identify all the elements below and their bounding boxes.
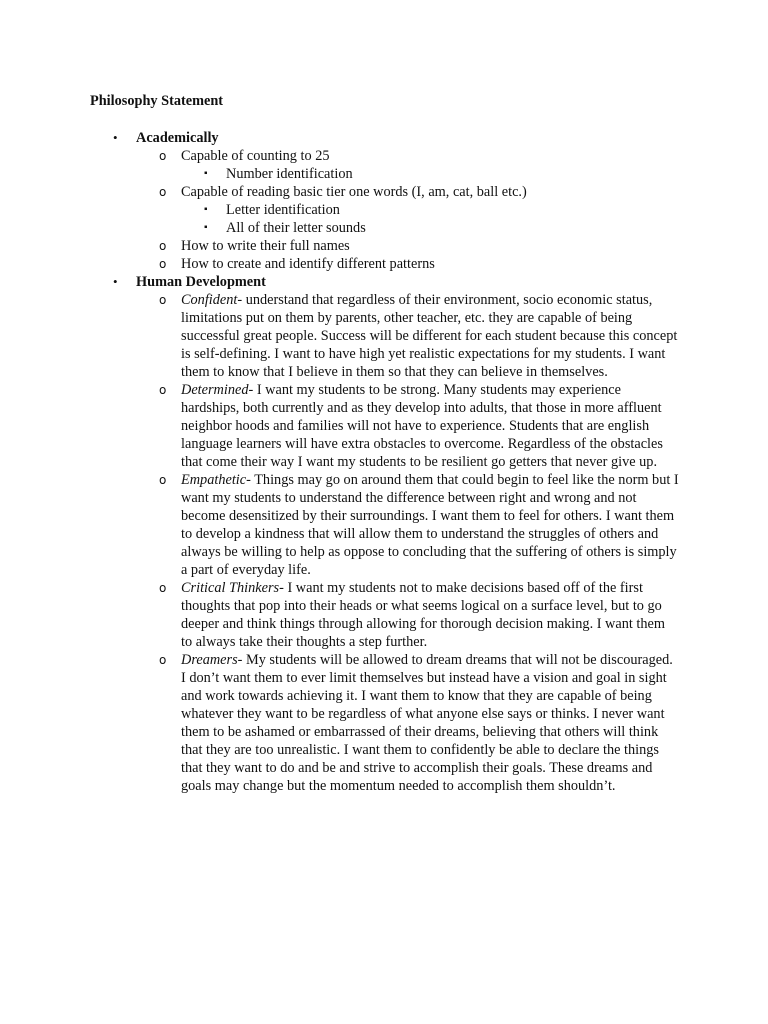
sub-item bbox=[204, 219, 679, 237]
circle-bullet-icon: o bbox=[159, 653, 167, 667]
sub-item bbox=[204, 201, 679, 219]
circle-bullet-icon: o bbox=[159, 293, 167, 307]
list-item bbox=[159, 237, 679, 255]
sub-items bbox=[181, 165, 679, 183]
item-term: Critical Thinkers bbox=[181, 580, 280, 596]
item-term: Determined bbox=[181, 382, 249, 398]
list-item bbox=[159, 381, 679, 471]
circle-bullet-icon: o bbox=[159, 149, 167, 163]
sub-items bbox=[181, 201, 679, 237]
list-item bbox=[159, 291, 679, 381]
list-item bbox=[159, 471, 679, 579]
section-academically bbox=[0, 129, 676, 273]
page-title: Philosophy Statement bbox=[90, 93, 224, 109]
section-heading: Academically bbox=[136, 130, 219, 146]
circle-bullet-icon: o bbox=[159, 383, 167, 397]
item-text: - Things may go on around them that could begin to feel like the norm but I want my students to understand the difference between right and wrong and not become desensitized by their surroundings. I want them to feel for others. I want them to develop a kindness that will allow them to understand the struggles of others and always be willing to help as oppose to concluding that the suffering of others is simply a part of everyday life. bbox=[181, 472, 679, 578]
item-text: Capable of counting to 25 bbox=[181, 148, 330, 164]
list-item bbox=[159, 579, 679, 651]
circle-bullet-icon: o bbox=[159, 581, 167, 595]
square-bullet-icon: ▪ bbox=[204, 168, 208, 179]
development-items bbox=[136, 291, 679, 795]
item-text: - I want my students to be strong. Many students may experience hardships, both currently and as they develop into adults, that those in more affluent neighbor hoods and families will not have to experience. Students that are english language learners will have extra obstacles to overcome. Regardless of the obstacles that come their way I want my students to be resilient go getters that never give up. bbox=[181, 382, 663, 470]
item-text: - I want my students not to make decisions based off of the first thoughts that pop into their heads or what seems logical on a surface level, but to go deeper and think things through allowing for thorough decision making. I want them to always take their thoughts a step further. bbox=[181, 580, 666, 650]
circle-bullet-icon: o bbox=[159, 257, 167, 271]
circle-bullet-icon: o bbox=[159, 185, 167, 199]
item-text: - My students will be allowed to dream dreams that will not be discouraged. I don’t want them to ever limit themselves but instead have a vision and goal in sight and work towards achieving it. I want them to know that they are capable of being whatever they want to be regardless of what anyone else says or thinks. I never want them to be ashamed or embarrassed of their dreams, believing that others will think that they are too unrealistic. I want them to confidently be able to declare the things that they want to do and be and strive to accomplish their goals. These dreams and goals may change but the momentum needed to accomplish them shouldn’t. bbox=[181, 652, 673, 794]
square-bullet-icon: ▪ bbox=[204, 204, 208, 215]
bullet-icon: • bbox=[113, 130, 118, 145]
sub-item-text: Number identification bbox=[226, 166, 353, 182]
item-text: - understand that regardless of their environment, socio economic status, limitations put on them by parents, other teacher, etc. they are capable of being successful great people. Success will be different for each student because this concept is self-defining. I want to have high yet realistic expectations for my students. I want them to know that I believe in them so that they can believe in themselves. bbox=[181, 292, 678, 380]
item-text: Capable of reading basic tier one words (I, am, cat, ball etc.) bbox=[181, 184, 527, 200]
list-item bbox=[159, 147, 679, 183]
item-term: Empathetic bbox=[181, 472, 247, 488]
item-term: Confident bbox=[181, 292, 238, 308]
item-text: How to create and identify different patterns bbox=[181, 256, 435, 272]
main-list bbox=[0, 129, 768, 795]
bullet-icon: • bbox=[113, 274, 118, 289]
item-term: Dreamers bbox=[181, 652, 238, 668]
sub-item bbox=[204, 165, 679, 183]
academic-items bbox=[136, 147, 676, 273]
sub-item-text: All of their letter sounds bbox=[226, 220, 366, 236]
circle-bullet-icon: o bbox=[159, 239, 167, 253]
section-human-development bbox=[0, 273, 679, 795]
list-item bbox=[159, 183, 679, 237]
section-heading: Human Development bbox=[136, 274, 266, 290]
square-bullet-icon: ▪ bbox=[204, 222, 208, 233]
circle-bullet-icon: o bbox=[159, 473, 167, 487]
sub-item-text: Letter identification bbox=[226, 202, 340, 218]
list-item bbox=[159, 255, 679, 273]
list-item bbox=[159, 651, 679, 795]
item-text: How to write their full names bbox=[181, 238, 350, 254]
